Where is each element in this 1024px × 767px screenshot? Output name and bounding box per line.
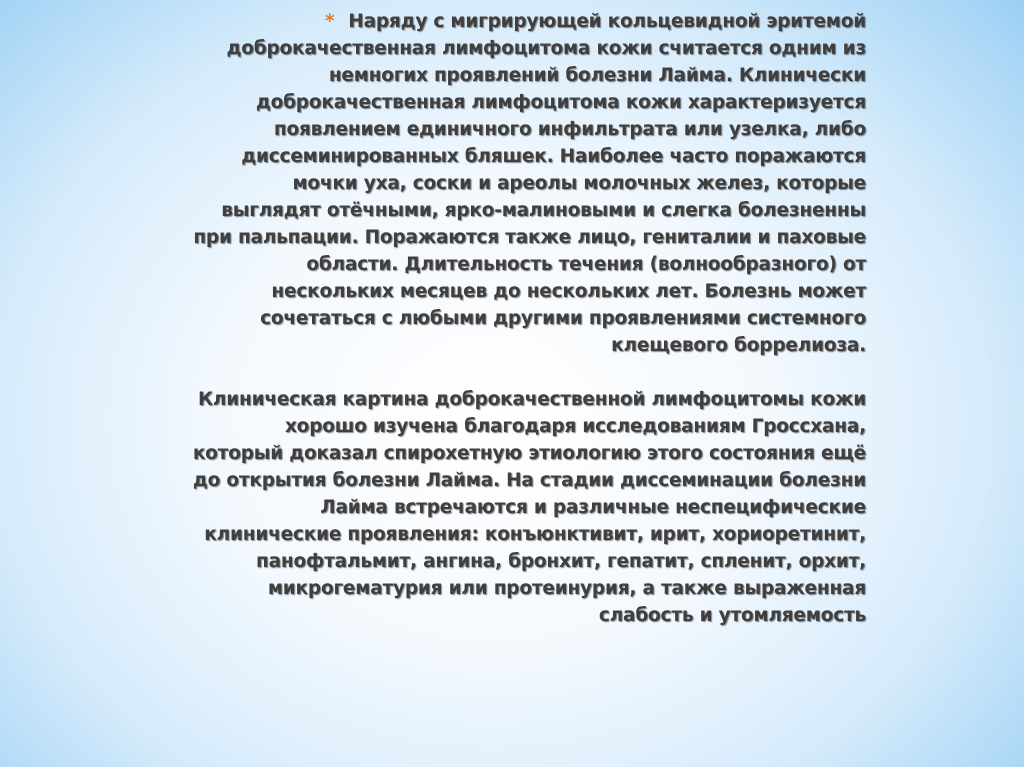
paragraph-2: Клиническая картина доброкачественной лимфоцитомы кожи хорошо изучена благодаря исследованиям Гроссхана, который доказал спирохетную этиологию этого состояния ещё до открытия болезни Лайма. На стадии диссеминации болезни Лайма встречаются и различные неспецифические клинические проявления: конъюнктивит, ирит, хориоретинит, панофтальмит, ангина, бронхит, гепатит, спленит, орхит, микрогематурия или протеинурия, а также выраженная слабость и утомляемость: [192, 389, 866, 626]
paragraph-1-text: Наряду с мигрирующей кольцевидной эритемой доброкачественная лимфоцитома кожи считается одним из немногих проявлений болезни Лайма. Клинически доброкачественная лимфоцитома кожи характеризуется появлением единичного инфильтрата или узелка, либо диссеминированных бляшек. Наиболее часто поражаются мочки уха, соски и ареолы молочных желез, которые выглядят отёчными, ярко-малиновыми и слегка болезненны при пальпации. Поражаются также лицо, гениталии и паховые области. Длительность течения (волнообразного) от нескольких месяцев до нескольких лет. Болезнь может сочетаться с любыми другими проявлениями системного клещевого боррелиоза.: [193, 11, 866, 356]
body-text: [190, 8, 866, 629]
bullet-icon: *: [324, 11, 335, 32]
paragraph-1: [190, 8, 866, 359]
paragraph-gap: [190, 359, 866, 386]
